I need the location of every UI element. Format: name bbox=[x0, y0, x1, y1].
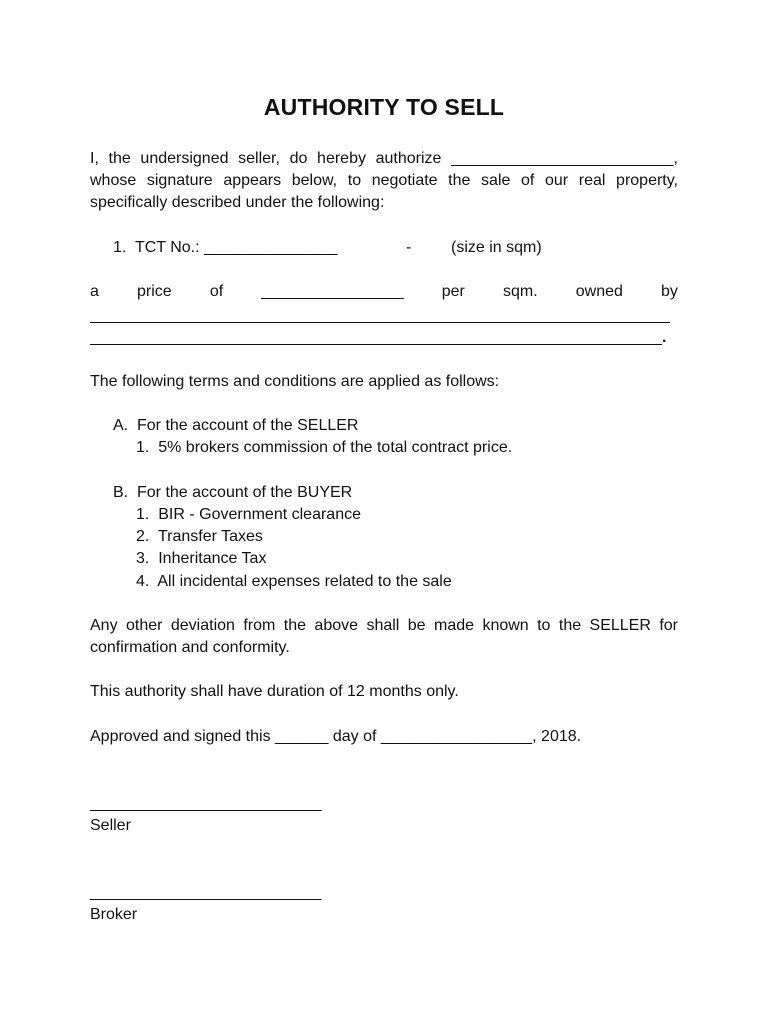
duration-clause: This authority shall have duration of 12 months only. bbox=[90, 683, 459, 700]
price-line bbox=[90, 281, 678, 303]
broker-signature-line: __________________________ bbox=[90, 884, 322, 901]
seller-signature-line: __________________________ bbox=[90, 795, 322, 812]
price-word: a bbox=[90, 283, 99, 300]
price-word: owned bbox=[575, 283, 623, 300]
seller-item: 1. 5% brokers commission of the total contract price. bbox=[136, 439, 513, 456]
price-word: by bbox=[661, 283, 678, 300]
owner-blank-line-1 bbox=[90, 322, 670, 323]
buyer-item: 2. Transfer Taxes bbox=[136, 528, 263, 545]
price-word: price bbox=[137, 283, 172, 300]
approval-line: Approved and signed this ______ day of _________________, 2018. bbox=[90, 728, 582, 745]
deviation-line-2: confirmation and conformity. bbox=[90, 639, 290, 656]
broker-signature-label: Broker bbox=[90, 906, 138, 923]
seller-section-heading: A. For the account of the SELLER bbox=[113, 417, 359, 434]
deviation-line-1: Any other deviation from the above shall be made known to the SELLER for bbox=[90, 617, 678, 634]
tct-dash: - bbox=[406, 239, 412, 256]
price-word: sqm. bbox=[502, 283, 538, 300]
price-word: per bbox=[441, 283, 465, 300]
buyer-section-heading: B. For the account of the BUYER bbox=[113, 484, 353, 501]
buyer-item: 3. Inheritance Tax bbox=[136, 550, 267, 567]
terms-intro: The following terms and conditions are applied as follows: bbox=[90, 373, 500, 390]
price-blank: ________________ bbox=[261, 283, 404, 300]
tct-number-field: 1. TCT No.: _______________ bbox=[113, 239, 338, 256]
buyer-item: 4. All incidental expenses related to the sale bbox=[136, 573, 452, 590]
intro-line-2: whose signature appears below, to negotiate the sale of our real property, bbox=[90, 172, 678, 189]
buyer-item: 1. BIR - Government clearance bbox=[136, 506, 361, 523]
price-word: of bbox=[209, 283, 224, 300]
owner-blank-line-2 bbox=[90, 344, 662, 345]
owner-end-mark: . bbox=[662, 329, 667, 346]
intro-line-3: specifically described under the following: bbox=[90, 194, 385, 211]
tct-size-label: (size in sqm) bbox=[451, 239, 542, 256]
intro-line-1: I, the undersigned seller, do hereby authorize _________________________, bbox=[90, 150, 678, 167]
document-title: AUTHORITY TO SELL bbox=[263, 94, 505, 120]
seller-signature-label: Seller bbox=[90, 817, 131, 834]
